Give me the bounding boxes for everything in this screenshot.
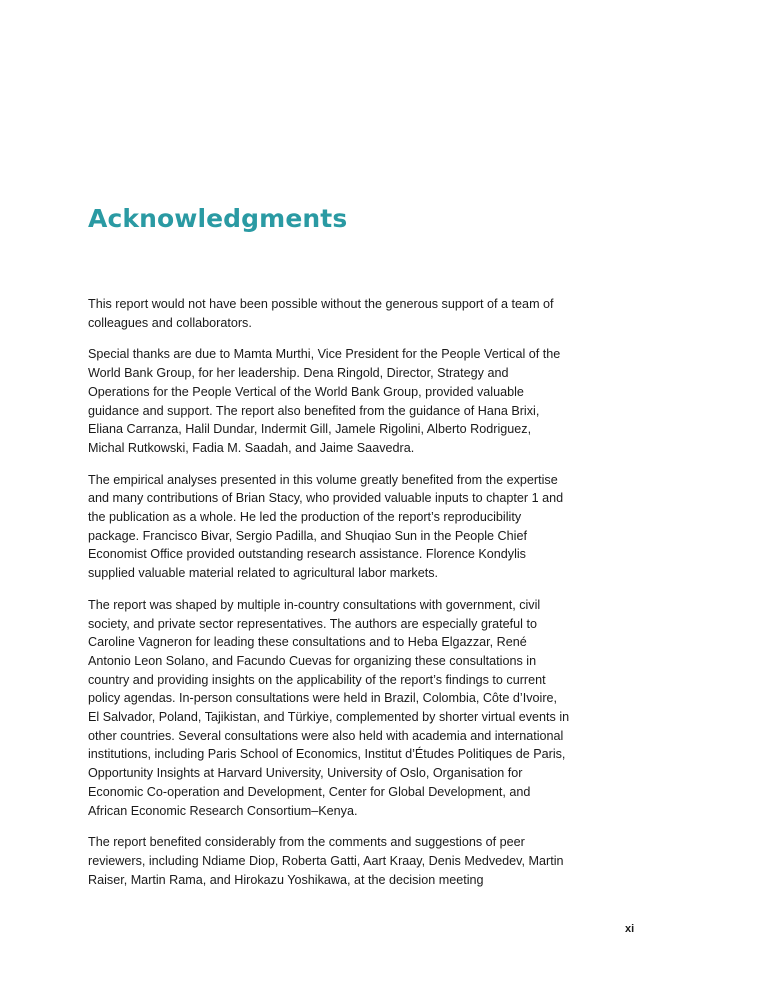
paragraph: This report would not have been possible without the generous support of a team of colleagues and collaborators. xyxy=(88,297,554,330)
body-text xyxy=(88,295,570,902)
page-title: Acknowledgments xyxy=(88,204,348,233)
paragraph: The empirical analyses presented in this volume greatly benefited from the expertise and many contributions of Brian Stacy, who provided valuable inputs to chapter 1 and the publication as a whole. He led the production of the report’s reproducibility package. Francisco Bivar, Sergio Padilla, and Shuqiao Sun in the People Chief Economist Office provided outstanding research assistance. Florence Kondylis supplied valuable material related to agricultural labor markets. xyxy=(88,472,564,581)
paragraph: Special thanks are due to Mamta Murthi, Vice President for the People Vertical of the World Bank Group, for her leadership. Dena Ringold, Director, Strategy and Operations for the People Vertical of the World Bank Group, provided valuable guidance and support. The report also benefited from the guidance of Hana Brixi, Eliana Carranza, Halil Dundar, Indermit Gill, Jamele Rigolini, Alberto Rodriguez, Michal Rutkowski, Fadia M. Saadah, and Jaime Saavedra. xyxy=(88,347,561,455)
paragraph: The report benefited considerably from the comments and suggestions of peer reviewers, including Ndiame Diop, Roberta Gatti, Aart Kraay, Denis Medvedev, Martin Raiser, Martin Rama, and Hirokazu Yoshikawa, at the decision meeting xyxy=(88,835,564,887)
page-number: xi xyxy=(625,923,635,935)
paragraph: The report was shaped by multiple in-country consultations with government, civil society, and private sector representatives. The authors are especially grateful to Caroline Vagneron for leading these consultations and to Heba Elgazzar, René Antonio Leon Solano, and Facundo Cuevas for organizing these consultations in country and providing insights on the applicability of the report’s findings to current policy agendas. In-person consultations were held in Brazil, Colombia, Côte d’Ivoire, El Salvador, Poland, Tajikistan, and Türkiye, complemented by shorter virtual events in other countries. Several consultations were also held with academia and international institutions, including Paris School of Economics, Institut d’Études Politiques de Paris, Opportunity Insights at Harvard University, University of Oslo, Organisation for Economic Co-operation and Development, Center for Global Development, and African Economic Research Consortium–Kenya. xyxy=(88,597,570,818)
